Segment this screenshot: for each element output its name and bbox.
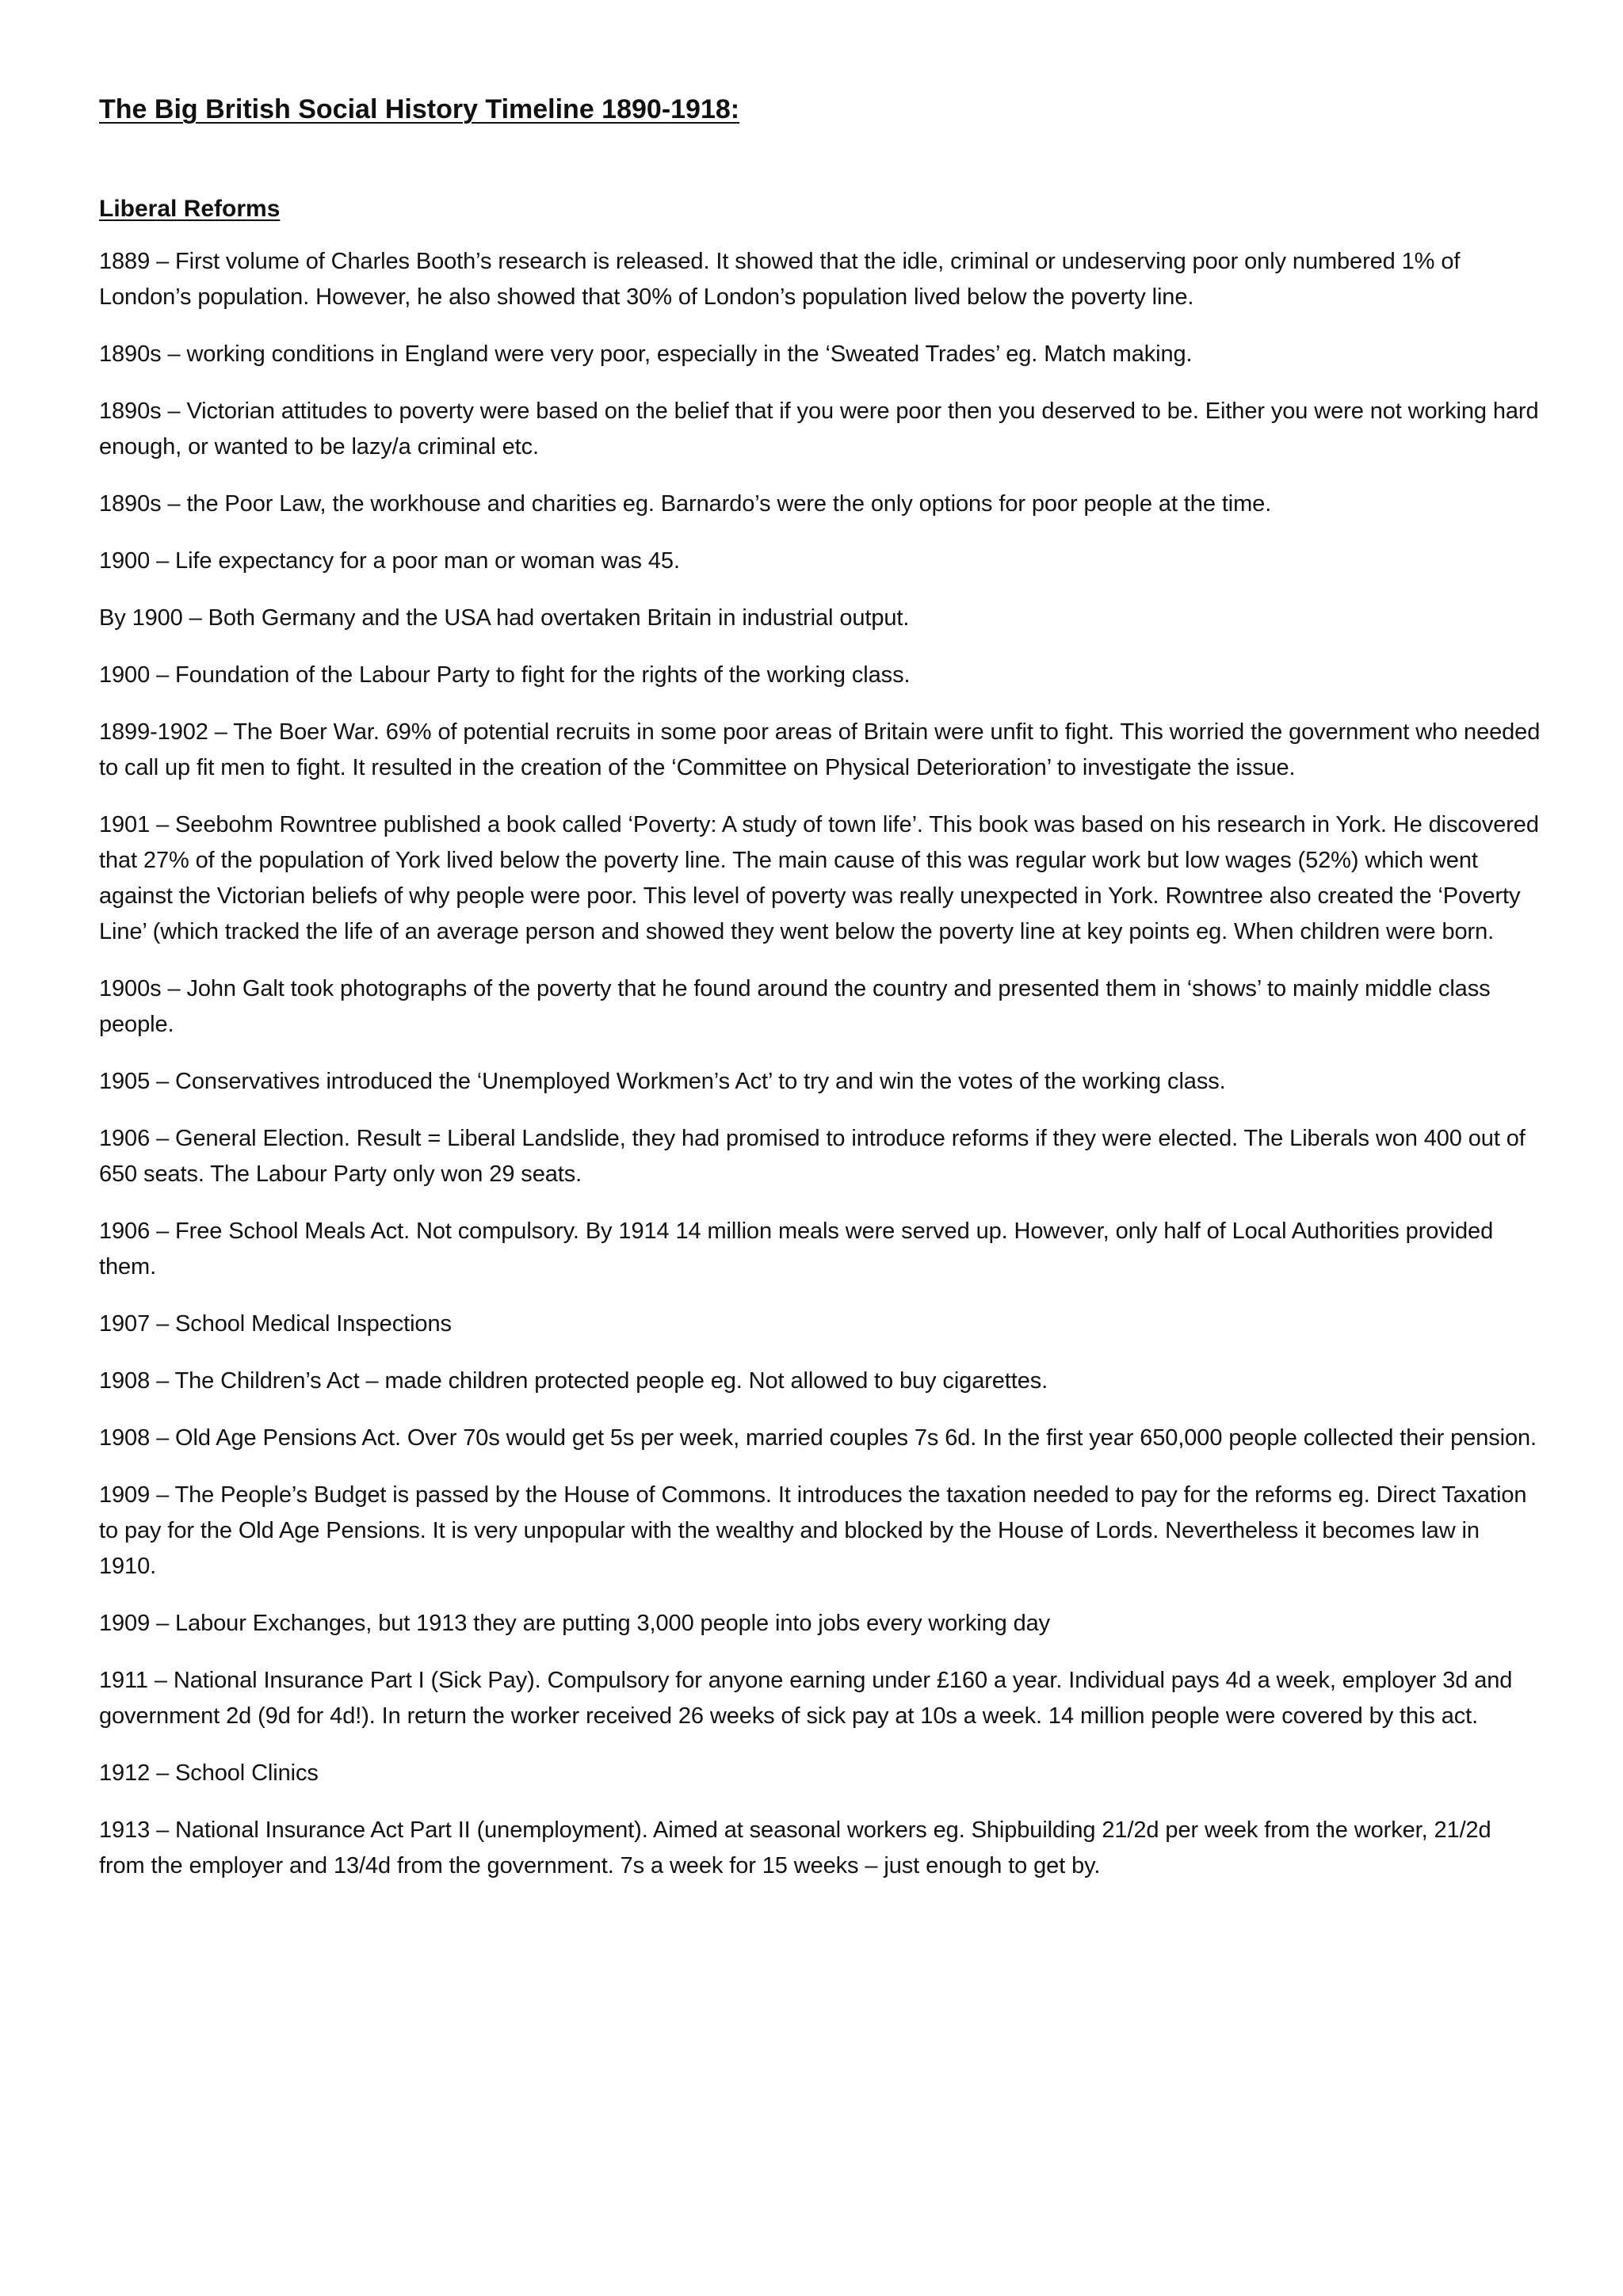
timeline-entry-1899-boer-war: 1899-1902 – The Boer War. 69% of potential recruits in some poor areas of Britain were unfit to fight. This worried the government who needed to call up fit men to fight. It resulted in the creation of the ‘Committee on Physical Deterioration’ to investigate the issue. xyxy=(99,719,1541,780)
timeline-entry-1889-booth: 1889 – First volume of Charles Booth’s research is released. It showed that the idle, criminal or undeserving poor only numbered 1% of London’s population. However, he also showed that 30% of London’s population lived below the poverty line. xyxy=(99,249,1461,310)
document-page xyxy=(99,93,1541,1905)
timeline-entry-1890s-working-conditions: 1890s – working conditions in England were very poor, especially in the ‘Sweated Trades’ eg. Match making. xyxy=(99,341,1193,367)
timeline-entry-1900-industrial-output: By 1900 – Both Germany and the USA had overtaken Britain in industrial output. xyxy=(99,605,910,631)
timeline-entry-1913-national-insurance-2: 1913 – National Insurance Act Part II (unemployment). Aimed at seasonal workers eg. Shipbuilding 21/2d per week from the worker, 21/2d from the employer and 13/4d from the government. 7s a week for 15 weeks – just enough to get by. xyxy=(99,1817,1491,1878)
section-heading-liberal-reforms: Liberal Reforms xyxy=(99,196,281,222)
timeline-entry-1906-general-election: 1906 – General Election. Result = Liberal Landslide, they had promised to introduce reforms if they were elected. The Liberals won 400 out of 650 seats. The Labour Party only won 29 seats. xyxy=(99,1126,1526,1187)
timeline-entry-1908-childrens-act: 1908 – The Children’s Act – made children protected people eg. Not allowed to buy cigarettes. xyxy=(99,1368,1048,1394)
timeline-entry-1907-medical-inspections: 1907 – School Medical Inspections xyxy=(99,1311,452,1337)
timeline-entry-1901-rowntree: 1901 – Seebohm Rowntree published a book called ‘Poverty: A study of town life’. This book was based on his research in York. He discovered that 27% of the population of York lived below the poverty line. The main cause of this was regular work but low wages (52%) which went against the Victorian beliefs of why people were poor. This level of poverty was really unexpected in York. Rowntree also created the ‘Poverty Line’ (which tracked the life of an average person and showed they went below the poverty line at key points eg. When children were born. xyxy=(99,812,1539,944)
timeline-entry-1909-peoples-budget: 1909 – The People’s Budget is passed by the House of Commons. It introduces the taxation needed to pay for the reforms eg. Direct Taxation to pay for the Old Age Pensions. It is very unpopular with the wealthy and blocked by the House of Lords. Nevertheless it becomes law in 1910. xyxy=(99,1482,1527,1579)
timeline-entry-1905-unemployed-workmen: 1905 – Conservatives introduced the ‘Unemployed Workmen’s Act’ to try and win the votes of the working class. xyxy=(99,1069,1226,1094)
timeline-entry-1908-old-age-pensions: 1908 – Old Age Pensions Act. Over 70s would get 5s per week, married couples 7s 6d. In the first year 650,000 people collected their pension. xyxy=(99,1425,1537,1451)
timeline-entry-1912-school-clinics: 1912 – School Clinics xyxy=(99,1760,319,1786)
timeline-entry-1900-labour-party: 1900 – Foundation of the Labour Party to fight for the rights of the working class. xyxy=(99,662,911,688)
timeline-entry-1911-national-insurance-1: 1911 – National Insurance Part I (Sick Pay). Compulsory for anyone earning under £160 a year. Individual pays 4d a week, employer 3d and government 2d (9d for 4d!). In return the worker received 26 weeks of sick pay at 10s a week. 14 million people were covered by this act. xyxy=(99,1668,1513,1729)
timeline-entry-1909-labour-exchanges: 1909 – Labour Exchanges, but 1913 they are putting 3,000 people into jobs every working day xyxy=(99,1611,1051,1636)
document-title: The Big British Social History Timeline 1890-1918: xyxy=(99,94,740,124)
timeline-entry-1890s-victorian-attitudes: 1890s – Victorian attitudes to poverty were based on the belief that if you were poor then you deserved to be. Either you were not working hard enough, or wanted to be lazy/a criminal etc. xyxy=(99,399,1539,460)
timeline-entry-1906-school-meals: 1906 – Free School Meals Act. Not compulsory. By 1914 14 million meals were served up. However, only half of Local Authorities provided them. xyxy=(99,1219,1494,1280)
timeline-entry-1900s-john-galt: 1900s – John Galt took photographs of the poverty that he found around the country and presented them in ‘shows’ to mainly middle class people. xyxy=(99,976,1491,1037)
timeline-entry-1900-life-expectancy: 1900 – Life expectancy for a poor man or woman was 45. xyxy=(99,548,680,574)
timeline-entry-1890s-poor-law: 1890s – the Poor Law, the workhouse and charities eg. Barnardo’s were the only options for poor people at the time. xyxy=(99,491,1272,517)
